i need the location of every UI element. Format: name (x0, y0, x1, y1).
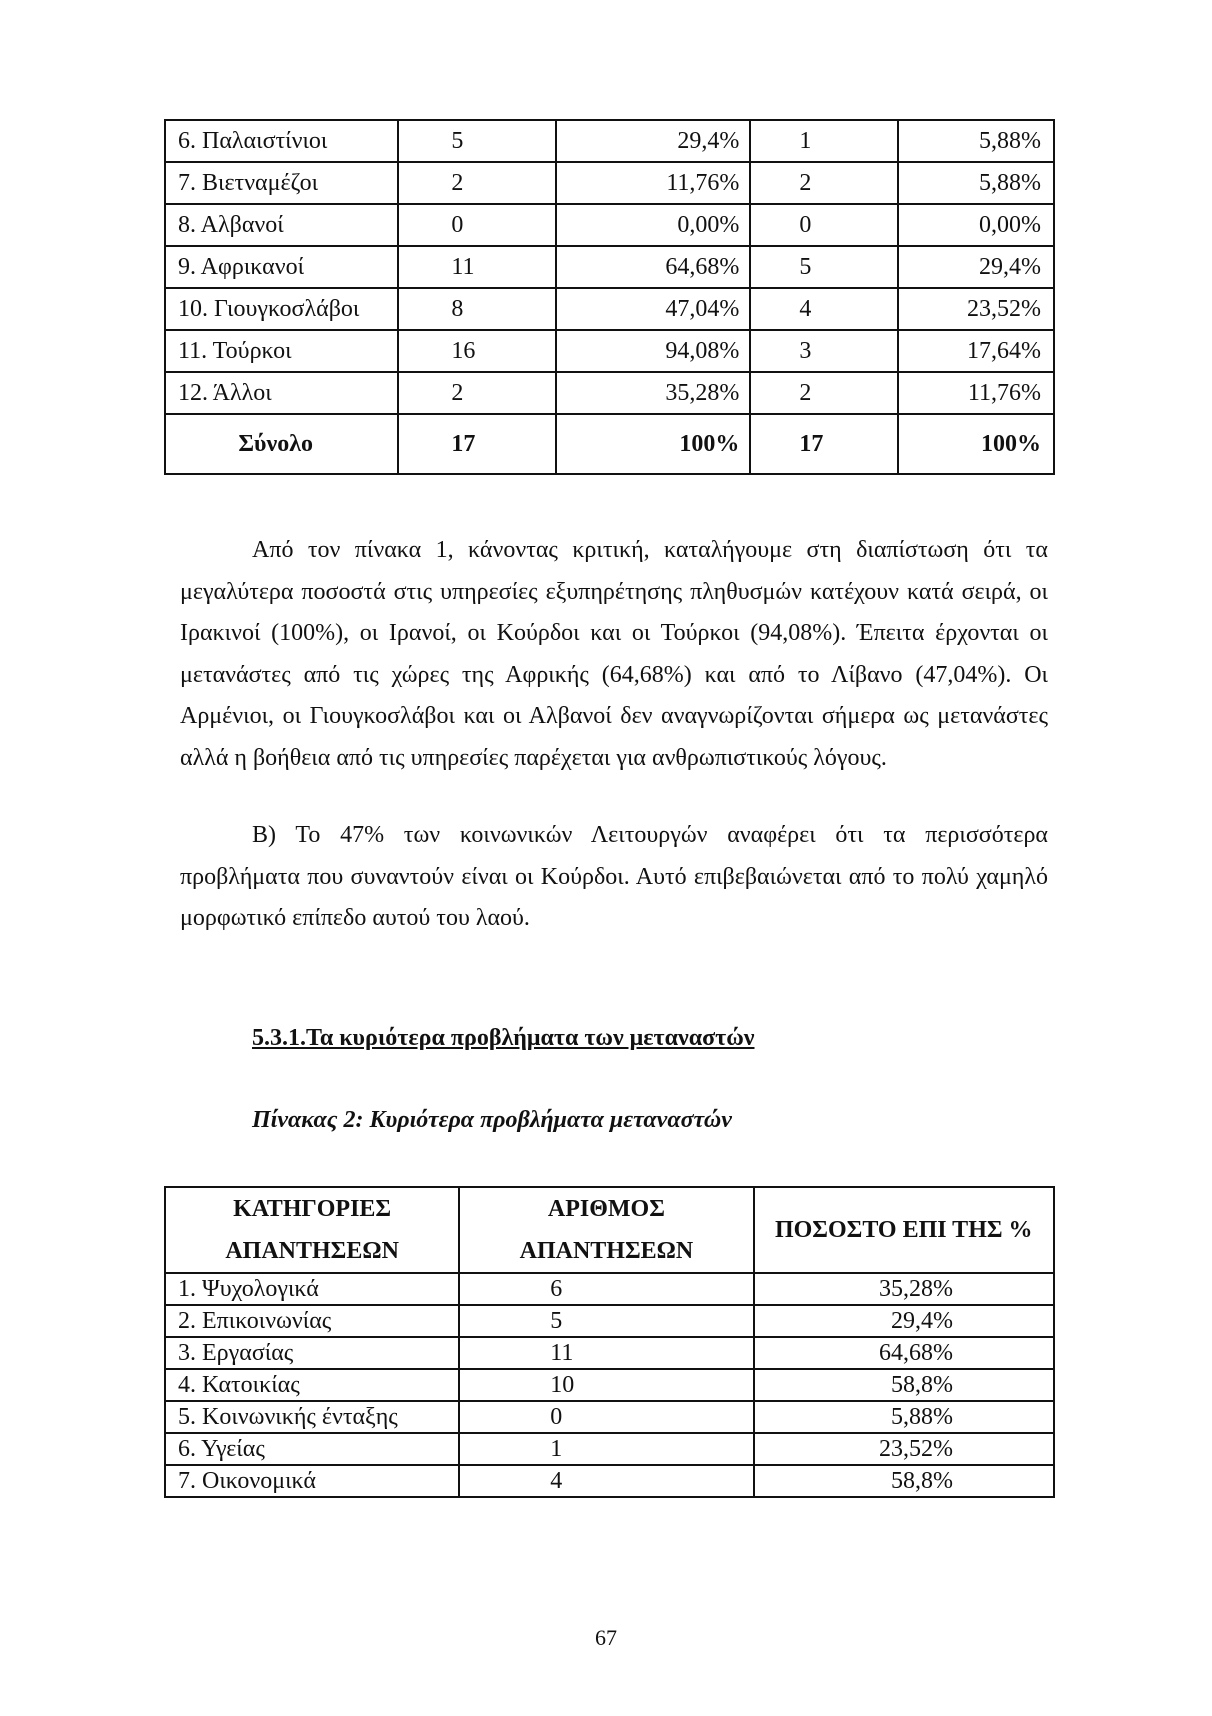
percent-2: 23,52% (898, 288, 1054, 330)
percent-2: 5,88% (898, 162, 1054, 204)
table-total-row (165, 414, 1054, 474)
count-2: 2 (750, 162, 898, 204)
percent-1: 0,00% (556, 204, 751, 246)
table-header-row (165, 1187, 1054, 1273)
percent-2: 29,4% (898, 246, 1054, 288)
problem-label: 4. Κατοικίας (165, 1369, 459, 1401)
header-percent: ΠΟΣΟΣΤΟ ΕΠΙ ΤΗΣ % (754, 1187, 1054, 1273)
group-label: 10. Γιουγκοσλάβοι (165, 288, 398, 330)
problem-count: 10 (459, 1369, 753, 1401)
count-1: 8 (398, 288, 556, 330)
total-label: Σύνολο (165, 414, 398, 474)
table-row (165, 1433, 1054, 1465)
percent-2: 5,88% (898, 120, 1054, 162)
percent-2: 11,76% (898, 372, 1054, 414)
table-caption: Πίνακας 2: Κυριότερα προβλήματα μεταναστών (252, 1107, 732, 1133)
count-1: 2 (398, 372, 556, 414)
percent-1: 64,68% (556, 246, 751, 288)
problem-count: 6 (459, 1273, 753, 1305)
problem-label: 1. Ψυχολογικά (165, 1273, 459, 1305)
table-row (165, 1369, 1054, 1401)
table-immigrant-problems (164, 1186, 1055, 1498)
problem-percent: 58,8% (754, 1369, 1054, 1401)
count-2: 5 (750, 246, 898, 288)
percent-2: 0,00% (898, 204, 1054, 246)
table-row (165, 1305, 1054, 1337)
percent-1: 35,28% (556, 372, 751, 414)
problem-percent: 23,52% (754, 1433, 1054, 1465)
group-label: 9. Αφρικανοί (165, 246, 398, 288)
percent-1: 29,4% (556, 120, 751, 162)
total-percent-2: 100% (898, 414, 1054, 474)
total-percent-1: 100% (556, 414, 751, 474)
problem-label: 3. Εργασίας (165, 1337, 459, 1369)
percent-1: 94,08% (556, 330, 751, 372)
count-2: 1 (750, 120, 898, 162)
group-label: 6. Παλαιστίνιοι (165, 120, 398, 162)
table-row (165, 1273, 1054, 1305)
problem-label: 7. Οικονομικά (165, 1465, 459, 1497)
problem-count: 5 (459, 1305, 753, 1337)
header-count: ΑΡΙΘΜΟΣ ΑΠΑΝΤΗΣΕΩΝ (459, 1187, 753, 1273)
problem-label: 5. Κοινωνικής ένταξης (165, 1401, 459, 1433)
problem-count: 11 (459, 1337, 753, 1369)
header-categories: ΚΑΤΗΓΟΡΙΕΣ ΑΠΑΝΤΗΣΕΩΝ (165, 1187, 459, 1273)
table-row (165, 120, 1054, 162)
problem-count: 0 (459, 1401, 753, 1433)
problem-percent: 64,68% (754, 1337, 1054, 1369)
count-1: 2 (398, 162, 556, 204)
table-row (165, 330, 1054, 372)
table-row (165, 246, 1054, 288)
count-2: 4 (750, 288, 898, 330)
table-row (165, 1465, 1054, 1497)
table-row (165, 1401, 1054, 1433)
table-row (165, 162, 1054, 204)
group-label: 12. Άλλοι (165, 372, 398, 414)
body-paragraph-1: Από τον πίνακα 1, κάνοντας κριτική, καταλήγουμε στη διαπίστωση ότι τα μεγαλύτερα ποσοστά στις υπηρεσίες εξυπηρέτησης πληθυσμών κατέχουν κατά σειρά, οι Ιρακινοί (100%), οι Ιρανοί, οι Κούρδοι και οι Τούρκοι (94,08%). Έπειτα έρχονται οι μετανάστες από τις χώρες της Αφρικής (64,68%) και από το Λίβανο (47,04%). Οι Αρμένιοι, οι Γιουγκοσλάβοι και οι Αλβανοί δεν αναγνωρίζονται σήμερα ως μετανάστες αλλά η βοήθεια από τις υπηρεσίες παρέχεται για ανθρωπιστικούς λόγους. (180, 537, 1048, 771)
count-1: 16 (398, 330, 556, 372)
problem-label: 6. Υγείας (165, 1433, 459, 1465)
table-row (165, 204, 1054, 246)
count-1: 0 (398, 204, 556, 246)
page-number: 67 (595, 1625, 617, 1650)
table-row (165, 372, 1054, 414)
total-count-1: 17 (398, 414, 556, 474)
count-2: 3 (750, 330, 898, 372)
count-1: 5 (398, 120, 556, 162)
problem-percent: 35,28% (754, 1273, 1054, 1305)
table-immigrant-groups (164, 119, 1055, 475)
problem-label: 2. Επικοινωνίας (165, 1305, 459, 1337)
group-label: 11. Τούρκοι (165, 330, 398, 372)
body-paragraph-2: Β) Το 47% των κοινωνικών Λειτουργών αναφέρει ότι τα περισσότερα προβλήματα που συναντούν είναι οι Κούρδοι. Αυτό επιβεβαιώνεται από το πολύ χαμηλό μορφωτικό επίπεδο αυτού του λαού. (180, 822, 1048, 931)
total-count-2: 17 (750, 414, 898, 474)
percent-2: 17,64% (898, 330, 1054, 372)
section-heading: 5.3.1.Τα κυριότερα προβλήματα των μεταναστών (252, 1025, 755, 1051)
problem-count: 1 (459, 1433, 753, 1465)
count-2: 2 (750, 372, 898, 414)
percent-1: 11,76% (556, 162, 751, 204)
table-row (165, 288, 1054, 330)
percent-1: 47,04% (556, 288, 751, 330)
problem-count: 4 (459, 1465, 753, 1497)
problem-percent: 29,4% (754, 1305, 1054, 1337)
group-label: 8. Αλβανοί (165, 204, 398, 246)
count-1: 11 (398, 246, 556, 288)
group-label: 7. Βιετναμέζοι (165, 162, 398, 204)
table-row (165, 1337, 1054, 1369)
count-2: 0 (750, 204, 898, 246)
problem-percent: 5,88% (754, 1401, 1054, 1433)
problem-percent: 58,8% (754, 1465, 1054, 1497)
